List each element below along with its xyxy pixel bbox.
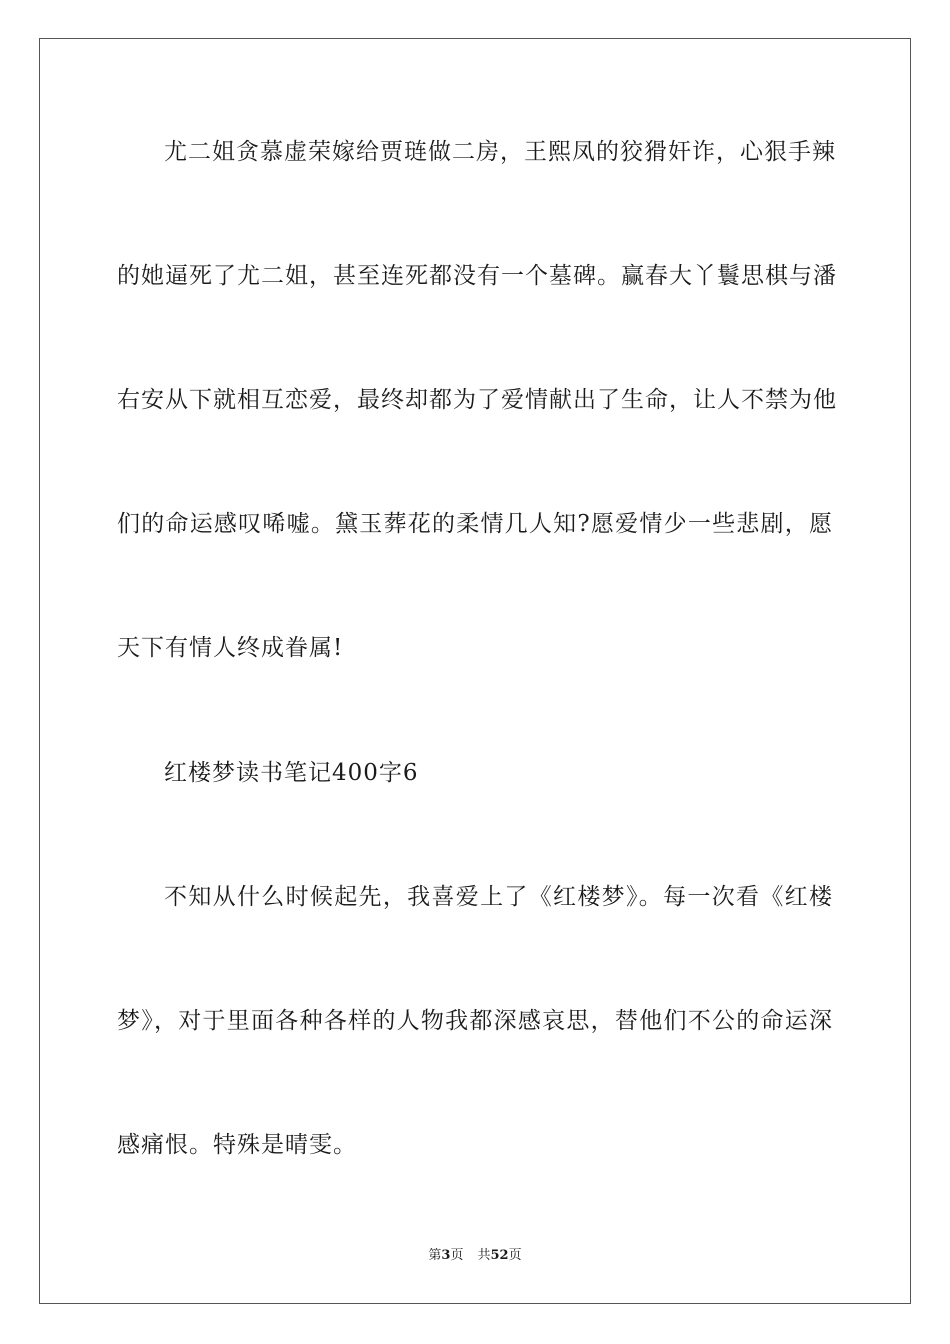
page-border [39, 38, 911, 1304]
page-suffix: 页 [450, 1248, 464, 1263]
page-footer [0, 1247, 950, 1265]
paragraph-2-line-1: 不知从什么时候起先，我喜爱上了《红楼梦》。每一次看《红楼 [164, 884, 833, 910]
section-heading: 红楼梦读书笔记400字6 [164, 760, 419, 786]
total-prefix: 共 [477, 1248, 491, 1263]
paragraph-2-line-2: 梦》，对于里面各种各样的人物我都深感哀思，替他们不公的命运深 [117, 1008, 833, 1034]
paragraph-1-line-2: 的她逼死了尤二姐，甚至连死都没有一个墓碑。赢春大丫鬟思棋与潘 [117, 263, 837, 289]
paragraph-1-line-1: 尤二姐贪慕虚荣嫁给贾琏做二房，王熙凤的狡猾奸诈，心狠手辣 [164, 139, 836, 165]
paragraph-1-line-5: 天下有情人终成眷属! [117, 635, 344, 661]
paragraph-1-line-4: 们的命运感叹唏嘘。黛玉葬花的柔情几人知?愿爱情少一些悲剧，愿 [117, 511, 833, 537]
paragraph-2-line-3: 感痛恨。特殊是晴雯。 [117, 1132, 357, 1158]
total-pages-number: 52 [490, 1248, 509, 1263]
page-prefix: 第 [428, 1248, 442, 1263]
total-suffix: 页 [508, 1248, 522, 1263]
current-page-number: 3 [441, 1248, 451, 1263]
paragraph-1-line-3: 右安从下就相互恋爱，最终却都为了爱情献出了生命，让人不禁为他 [117, 387, 837, 413]
